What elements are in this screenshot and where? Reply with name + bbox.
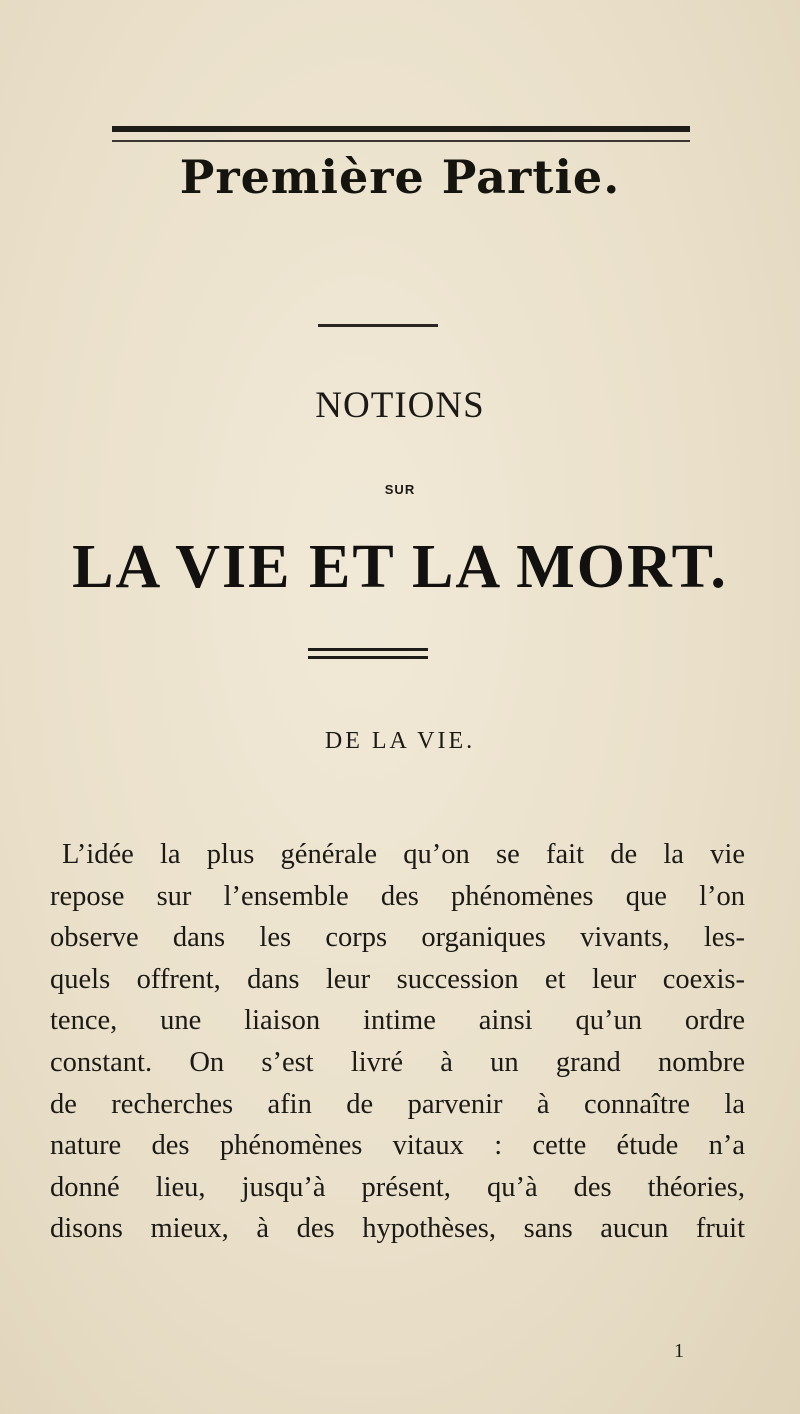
text-line: repose sur l’ensemble des phénomènes que l’on — [50, 880, 745, 912]
title-notions: NOTIONS — [315, 385, 485, 426]
body-paragraph — [50, 834, 745, 1250]
signature-mark: 1 — [674, 1340, 684, 1362]
text-line: de recherches afin de parvenir à connaître la — [50, 1088, 745, 1120]
text-line: donné lieu, jusqu’à présent, qu’à des théories, — [50, 1171, 745, 1203]
part-heading: Première Partie. — [179, 150, 621, 204]
text-line: tence, une liaison intime ainsi qu’un ordre — [50, 1005, 745, 1037]
section-heading: DE LA VIE. — [324, 728, 476, 754]
top-rule-thin — [112, 140, 690, 142]
title-sur: SUR — [384, 482, 416, 497]
text-line: L’idée la plus générale qu’on se fait de la vie — [62, 839, 745, 870]
text-line: constant. On s’est livré à un grand nombre — [50, 1046, 745, 1078]
main-title: LA VIE ET LA MORT. — [72, 533, 728, 601]
top-rule-thick — [112, 126, 690, 132]
text-line: nature des phénomènes vitaux : cette étude n’a — [50, 1130, 745, 1162]
double-rule-upper — [308, 648, 428, 651]
text-line: quels offrent, dans leur succession et leur coexis- — [50, 963, 745, 995]
text-line: observe dans les corps organiques vivants, les- — [50, 922, 745, 954]
text-line: disons mieux, à des hypothèses, sans aucun fruit — [50, 1213, 745, 1245]
divider-rule — [318, 324, 438, 327]
double-rule-lower — [308, 656, 428, 659]
